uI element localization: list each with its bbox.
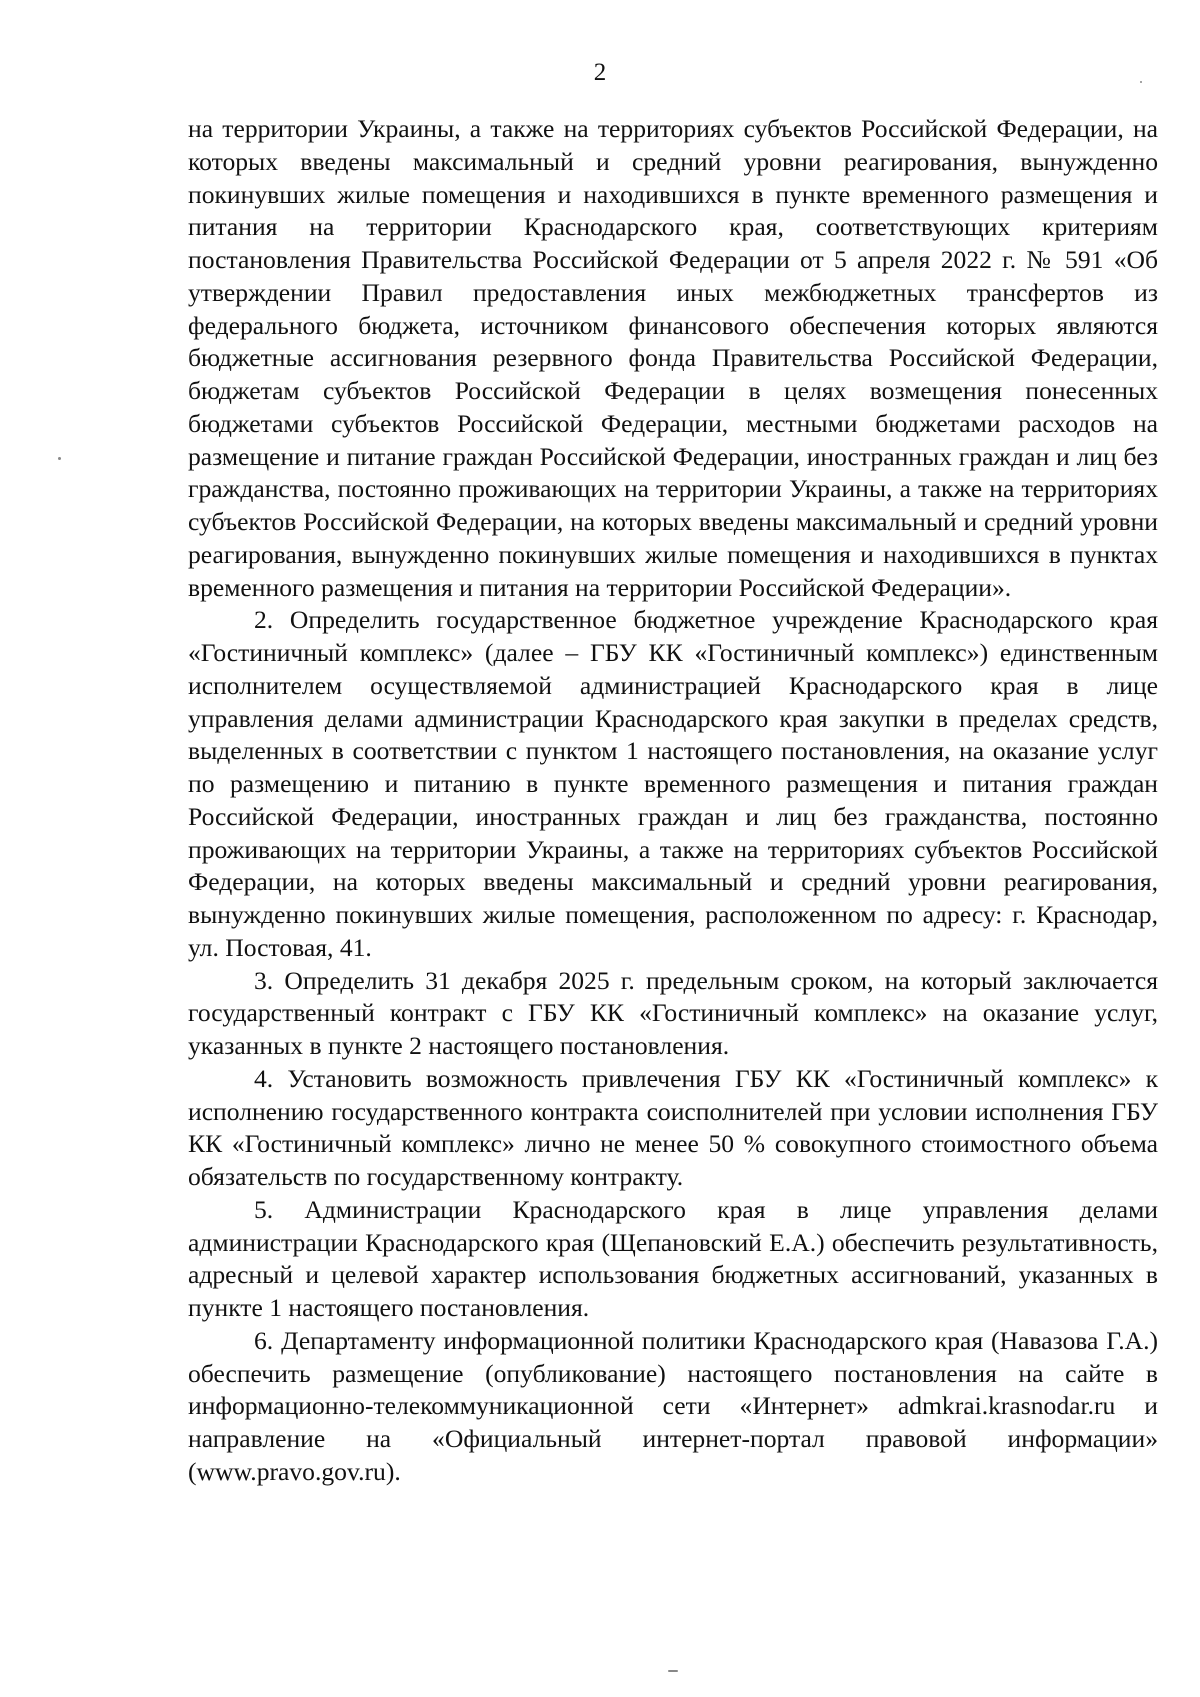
paragraph-5: 5. Администрации Краснодарского края в лице управления делами администрации Краснодарского края (Щепановский Е.А.) обеспечить результативность, адресный и целевой характер использования бюджетных ассигнований, указанных в пункте 1 настоящего постановления. — [188, 1194, 1158, 1322]
document-body — [188, 113, 1158, 1489]
scan-speck — [668, 1670, 678, 1672]
scan-speck — [1140, 81, 1142, 83]
paragraph-1-continued: на территории Украины, а также на территориях субъектов Российской Федерации, на которых введены максимальный и средний уровни реагирования, вынужденно покинувших жилые помещения и находившихся в пункте временного размещения и питания на территории Краснодарского края, соответствующих критериям постановления Правительства Российской Федерации от 5 апреля 2022 г. № 591 «Об утверждении Правил предоставления иных межбюджетных трансфертов из федерального бюджета, источником финансового обеспечения которых являются бюджетные ассигнования резервного фонда Правительства Российской Федерации, бюджетам субъектов Российской Федерации в целях возмещения понесенных бюджетами субъектов Российской Федерации, местными бюджетами расходов на размещение и питание граждан Российской Федерации, иностранных граждан и лиц без гражданства, постоянно проживающих на территории Украины, а также на территориях субъектов Российской Федерации, на которых введены максимальный и средний уровни реагирования, вынужденно покинувших жилые помещения и находившихся в пунктах временного размещения и питания на территории Российской Федерации». — [188, 114, 1158, 602]
paragraph-3: 3. Определить 31 декабря 2025 г. предельным сроком, на который заключается государственный контракт с ГБУ КК «Гостиничный комплекс» на оказание услуг, указанных в пункте 2 настоящего постановления. — [188, 965, 1158, 1060]
page-number: 2 — [593, 59, 607, 86]
paragraph-4: 4. Установить возможность привлечения ГБУ КК «Гостиничный комплекс» к исполнению государственного контракта соисполнителей при условии исполнения ГБУ КК «Гостиничный комплекс» лично не менее 50 % совокупного стоимостного объема обязательств по государственному контракту. — [188, 1063, 1158, 1191]
scan-speck — [58, 457, 61, 460]
paragraph-6: 6. Департаменту информационной политики Краснодарского края (Навазова Г.А.) обеспечить размещение (опубликование) настоящего постановления на сайте в информационно-телекоммуникационной сети «Интернет» admkrai.krasnodar.ru и направление на «Официальный интернет-портал правовой информации» (www.pravo.gov.ru). — [188, 1325, 1158, 1486]
paragraph-2: 2. Определить государственное бюджетное учреждение Краснодарского края «Гостиничный комплекс» (далее – ГБУ КК «Гостиничный комплекс») единственным исполнителем осуществляемой администрацией Краснодарского края в лице управления делами администрации Краснодарского края закупки в пределах средств, выделенных в соответствии с пунктом 1 настоящего постановления, на оказание услуг по размещению и питанию в пункте временного размещения и питания граждан Российской Федерации, иностранных граждан и лиц без гражданства, постоянно проживающих на территории Украины, а также на территориях субъектов Российской Федерации, на которых введены максимальный и средний уровни реагирования, вынужденно покинувших жилые помещения, расположенном по адресу: г. Краснодар, ул. Постовая, 41. — [188, 605, 1158, 962]
